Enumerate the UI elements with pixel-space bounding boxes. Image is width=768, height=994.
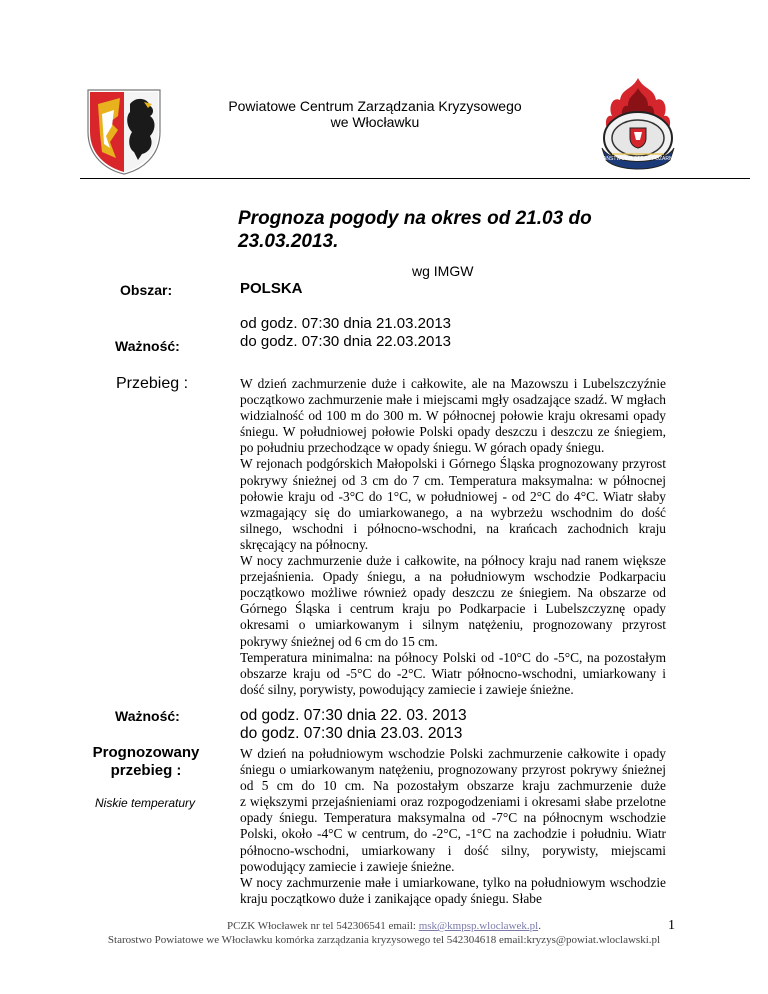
footer-contact-text: PCZK Włocławek nr tel 542306541 email: xyxy=(227,920,419,932)
area-label: Obszar: xyxy=(120,282,173,298)
forecast-text-1 xyxy=(240,376,666,698)
course-label-1: Przebieg : xyxy=(116,375,189,392)
validity-range-2 xyxy=(240,707,467,743)
fire-service-emblem-logo xyxy=(592,74,684,174)
validity-from-1: od godz. 07:30 dnia 21.03.2013 xyxy=(240,315,452,332)
paragraph: Temperatura minimalna: na północy Polski od -10°C do -5°C, na pozostałym obszarze kraju od -5°C do -2°C. Wiatr północno-wschodni, umiarkowany i dość silny, porywisty, powodujący zamiecie i zawieje śnieżne. xyxy=(240,649,666,697)
footer-line-1 xyxy=(0,920,768,932)
paragraph: W nocy zachmurzenie duże i całkowite, na północy kraju nad ranem większe przejaśnienia. Opady śniegu, a na południowym wschodzie Podkarpaciu początkowo możliwe również opady deszczu ze śniegiem. Na obszarze od Górnego Śląska i centrum kraju po Podkarpacie i Lubelszczyznę opady okresami o umiarkowanym i silnym natężeniu, prognozowany przyrost pokrywy śnieżnej od 6 cm do 15 cm. xyxy=(240,553,666,649)
validity-range-1 xyxy=(240,315,451,351)
footer-punctuation: . xyxy=(538,920,541,932)
course-label-2-line2: przebieg : xyxy=(110,762,182,779)
page-title xyxy=(238,207,658,253)
organization-header xyxy=(225,98,525,130)
organization-name: Powiatowe Centrum Zarządzania Kryzysowego xyxy=(228,98,522,114)
page-number: 1 xyxy=(668,918,675,933)
validity-to-2: do godz. 07:30 dnia 23.03. 2013 xyxy=(240,725,463,742)
forecast-text-2 xyxy=(240,746,723,907)
paragraph: W rejonach podgórskich Małopolski i Górnego Śląska prognozowany przyrost pokrywy śnieżnej od 3 cm do 7 cm. Temperatura maksymalna: w północnej połowie kraju od -3°C do 1°C, w południowej - od 2°C do 4°C. Wiatr słaby wzmagający się do umiarkowanego, a na wybrzeżu wschodnim do dość silnego, wschodni i północno-wschodni, na krańcach zachodnich kraju skręcający na północny. xyxy=(240,456,666,552)
validity-from-2: od godz. 07:30 dnia 22. 03. 2013 xyxy=(240,707,467,724)
organization-city: we Włocławku xyxy=(330,114,420,130)
validity-label-2: Ważność: xyxy=(115,708,180,724)
header-divider xyxy=(80,178,750,179)
footer-email-link[interactable]: msk@kmpsp.wloclawek.pl xyxy=(418,920,539,932)
forecast-source: wg IMGW xyxy=(412,263,474,279)
footer-line-2: Starostwo Powiatowe we Włocławku komórka zarządzania kryzysowego tel 542304618 email:kryzys@powiat.wloclawski.pl xyxy=(107,934,661,946)
paragraph: W nocy zachmurzenie małe i umiarkowane, tylko na południowym wschodzie kraju początkowo duże i zanikające opady śniegu. Słabe xyxy=(240,874,666,906)
course-label-2 xyxy=(86,744,206,780)
title-line-1: Prognoza pogody na okres od 21.03 do xyxy=(238,208,592,229)
course-label-2-line1: Prognozowany xyxy=(92,744,200,761)
validity-to-1: do godz. 07:30 dnia 22.03.2013 xyxy=(240,333,452,350)
title-line-2: 23.03.2013. xyxy=(238,231,339,252)
validity-label-1: Ważność: xyxy=(115,338,180,354)
emblem-inscription: PAŃSTWOWA STRAŻ POŻARNA xyxy=(600,156,676,162)
low-temperature-note: Niskie temperatury xyxy=(95,796,196,810)
coat-of-arms-logo xyxy=(84,86,164,176)
paragraph: W dzień zachmurzenie duże i całkowite, ale na Mazowszu i Lubelszczyźnie początkowo zachmurzenie małe i miejscami mgły osadzające szadź. W mgłach widzialność od 100 m do 300 m. W północnej połowie kraju okresami opady śniegu. W południowej połowie Polski opady deszczu i deszczu ze śniegiem, po południu przechodzące w opady śniegu. W górach opady śniegu. xyxy=(240,376,666,456)
area-value: POLSKA xyxy=(240,280,303,297)
paragraph: W dzień na południowym wschodzie Polski zachmurzenie całkowite i opady śniegu o umiarkowanym natężeniu, prognozowany przyrost pokrywy śnieżnej od 5 cm do 10 cm. Na pozostałym obszarze kraju zachmurzenie duże z większymi przejaśnieniami oraz rozpogodzeniami i okresami słabe przelotne opady śniegu. Temperatura maksymalna od -7°C na północnym wschodzie Polski, około -4°C w centrum, do -2°C, -1°C na zachodzie i południu. Wiatr północno-wschodni, umiarkowany i dość silny, porywisty, miejscami powodujący zamiecie i zawieje śnieżne. xyxy=(240,746,723,874)
